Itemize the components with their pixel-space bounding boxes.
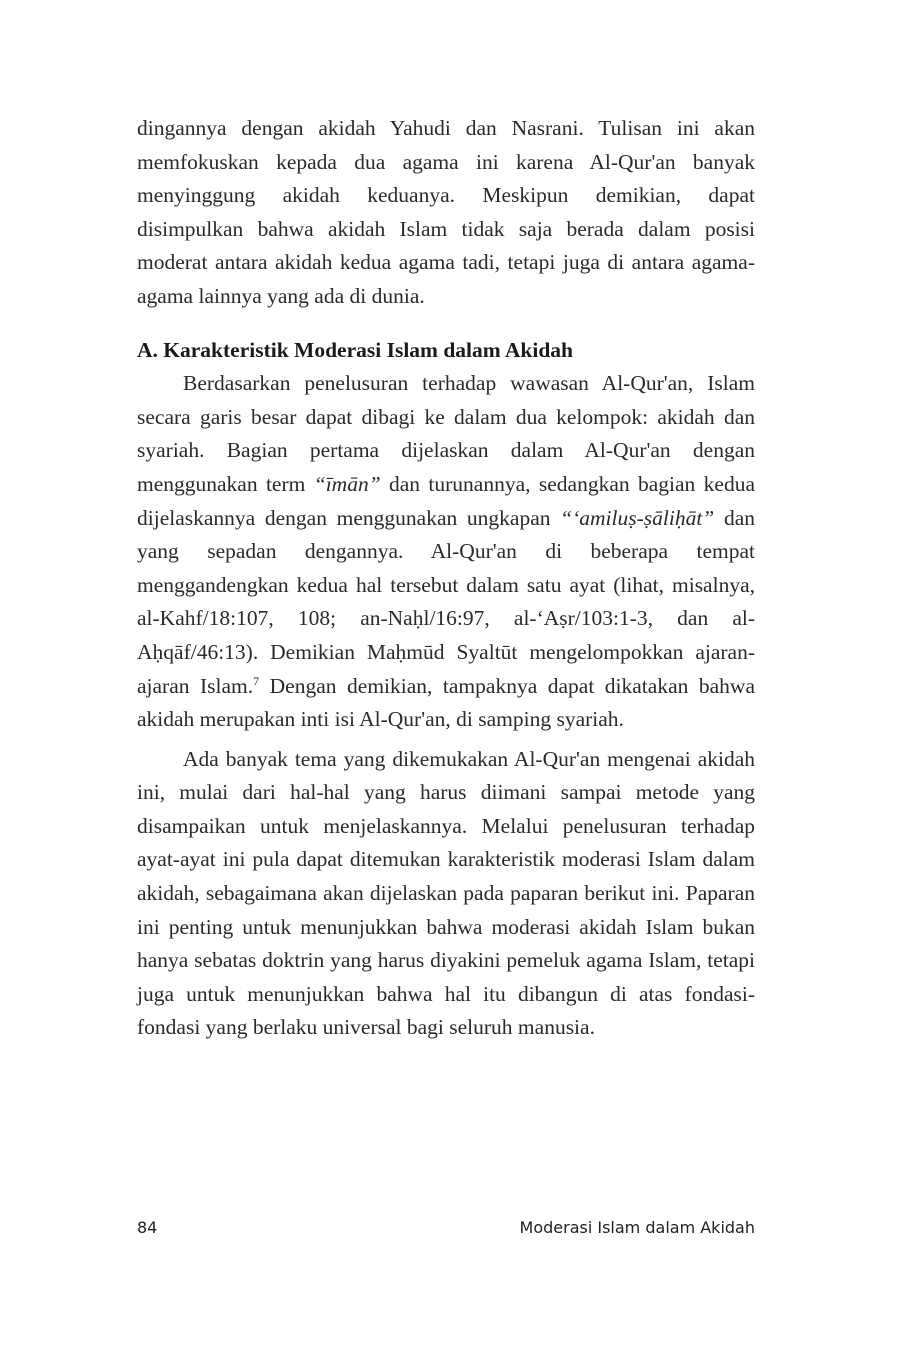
p1-text-1: Berdasarkan penelusuran terhadap wawasan Al-Qur'an, Islam secara garis besar dapat dibagi ke dalam dua kelompok: akidah dan syariah. Bagian pertama dijelaskan dalam Al-Qur'an dengan menggunakan term xyxy=(137,371,755,496)
paragraph-1 xyxy=(137,367,755,737)
page-number: 84 xyxy=(137,1218,158,1237)
page-footer xyxy=(137,1218,755,1237)
running-title: Moderasi Islam dalam Akidah xyxy=(519,1218,755,1237)
page-body xyxy=(137,112,755,1045)
continuation-paragraph: dingannya dengan akidah Yahudi dan Nasrani. Tulisan ini akan memfokuskan kepada dua agama ini karena Al-Qur'an banyak menyinggung akidah keduanya. Meskipun demikian, dapat disimpulkan bahwa akidah Islam tidak saja berada dalam posisi moderat antara akidah kedua agama tadi, tetapi juga di antara agama-agama lainnya yang ada di dunia. xyxy=(137,116,755,308)
term-iman: “īmān” xyxy=(313,471,381,496)
section-heading: A. Karakteristik Moderasi Islam dalam Akidah xyxy=(137,337,573,362)
p1-text-2: dan turunannya, sedangkan bagian kedua dijelaskannya dengan menggunakan ungkapan xyxy=(137,471,755,530)
p1-text-4: Dengan demikian, tampaknya dapat dikatakan bahwa akidah merupakan inti isi Al-Qur'an, di samping syariah. xyxy=(137,673,755,732)
term-amilus-salihat: “‘amiluṣ-ṣāliḥāt” xyxy=(560,505,715,530)
p1-text-3: dan yang sepadan dengannya. Al-Qur'an di beberapa tempat menggandengkan kedua hal tersebut dalam satu ayat (lihat, misalnya, al-Kahf/18:107, 108; an-Naḥl/16:97, al-‘Aṣr/103:1-3, dan al-Aḥqāf/46:13). Demikian Maḥmūd Syaltūt mengelompokkan ajaran-ajaran Islam. xyxy=(137,505,755,698)
footnote-marker[interactable]: 7 xyxy=(253,673,260,688)
paragraph-2: Ada banyak tema yang dikemukakan Al-Qur'an mengenai akidah ini, mulai dari hal-hal yang harus diimani sampai metode yang disampaikan untuk menjelaskannya. Melalui penelusuran terhadap ayat-ayat ini pula dapat ditemukan karakteristik moderasi Islam dalam akidah, sebagaimana akan dijelaskan pada paparan berikut ini. Paparan ini penting untuk menunjukkan bahwa moderasi akidah Islam bukan hanya sebatas doktrin yang harus diyakini pemeluk agama Islam, tetapi juga untuk menunjukkan bahwa hal itu dibangun di atas fondasi-fondasi yang berlaku universal bagi seluruh manusia. xyxy=(137,746,755,1040)
